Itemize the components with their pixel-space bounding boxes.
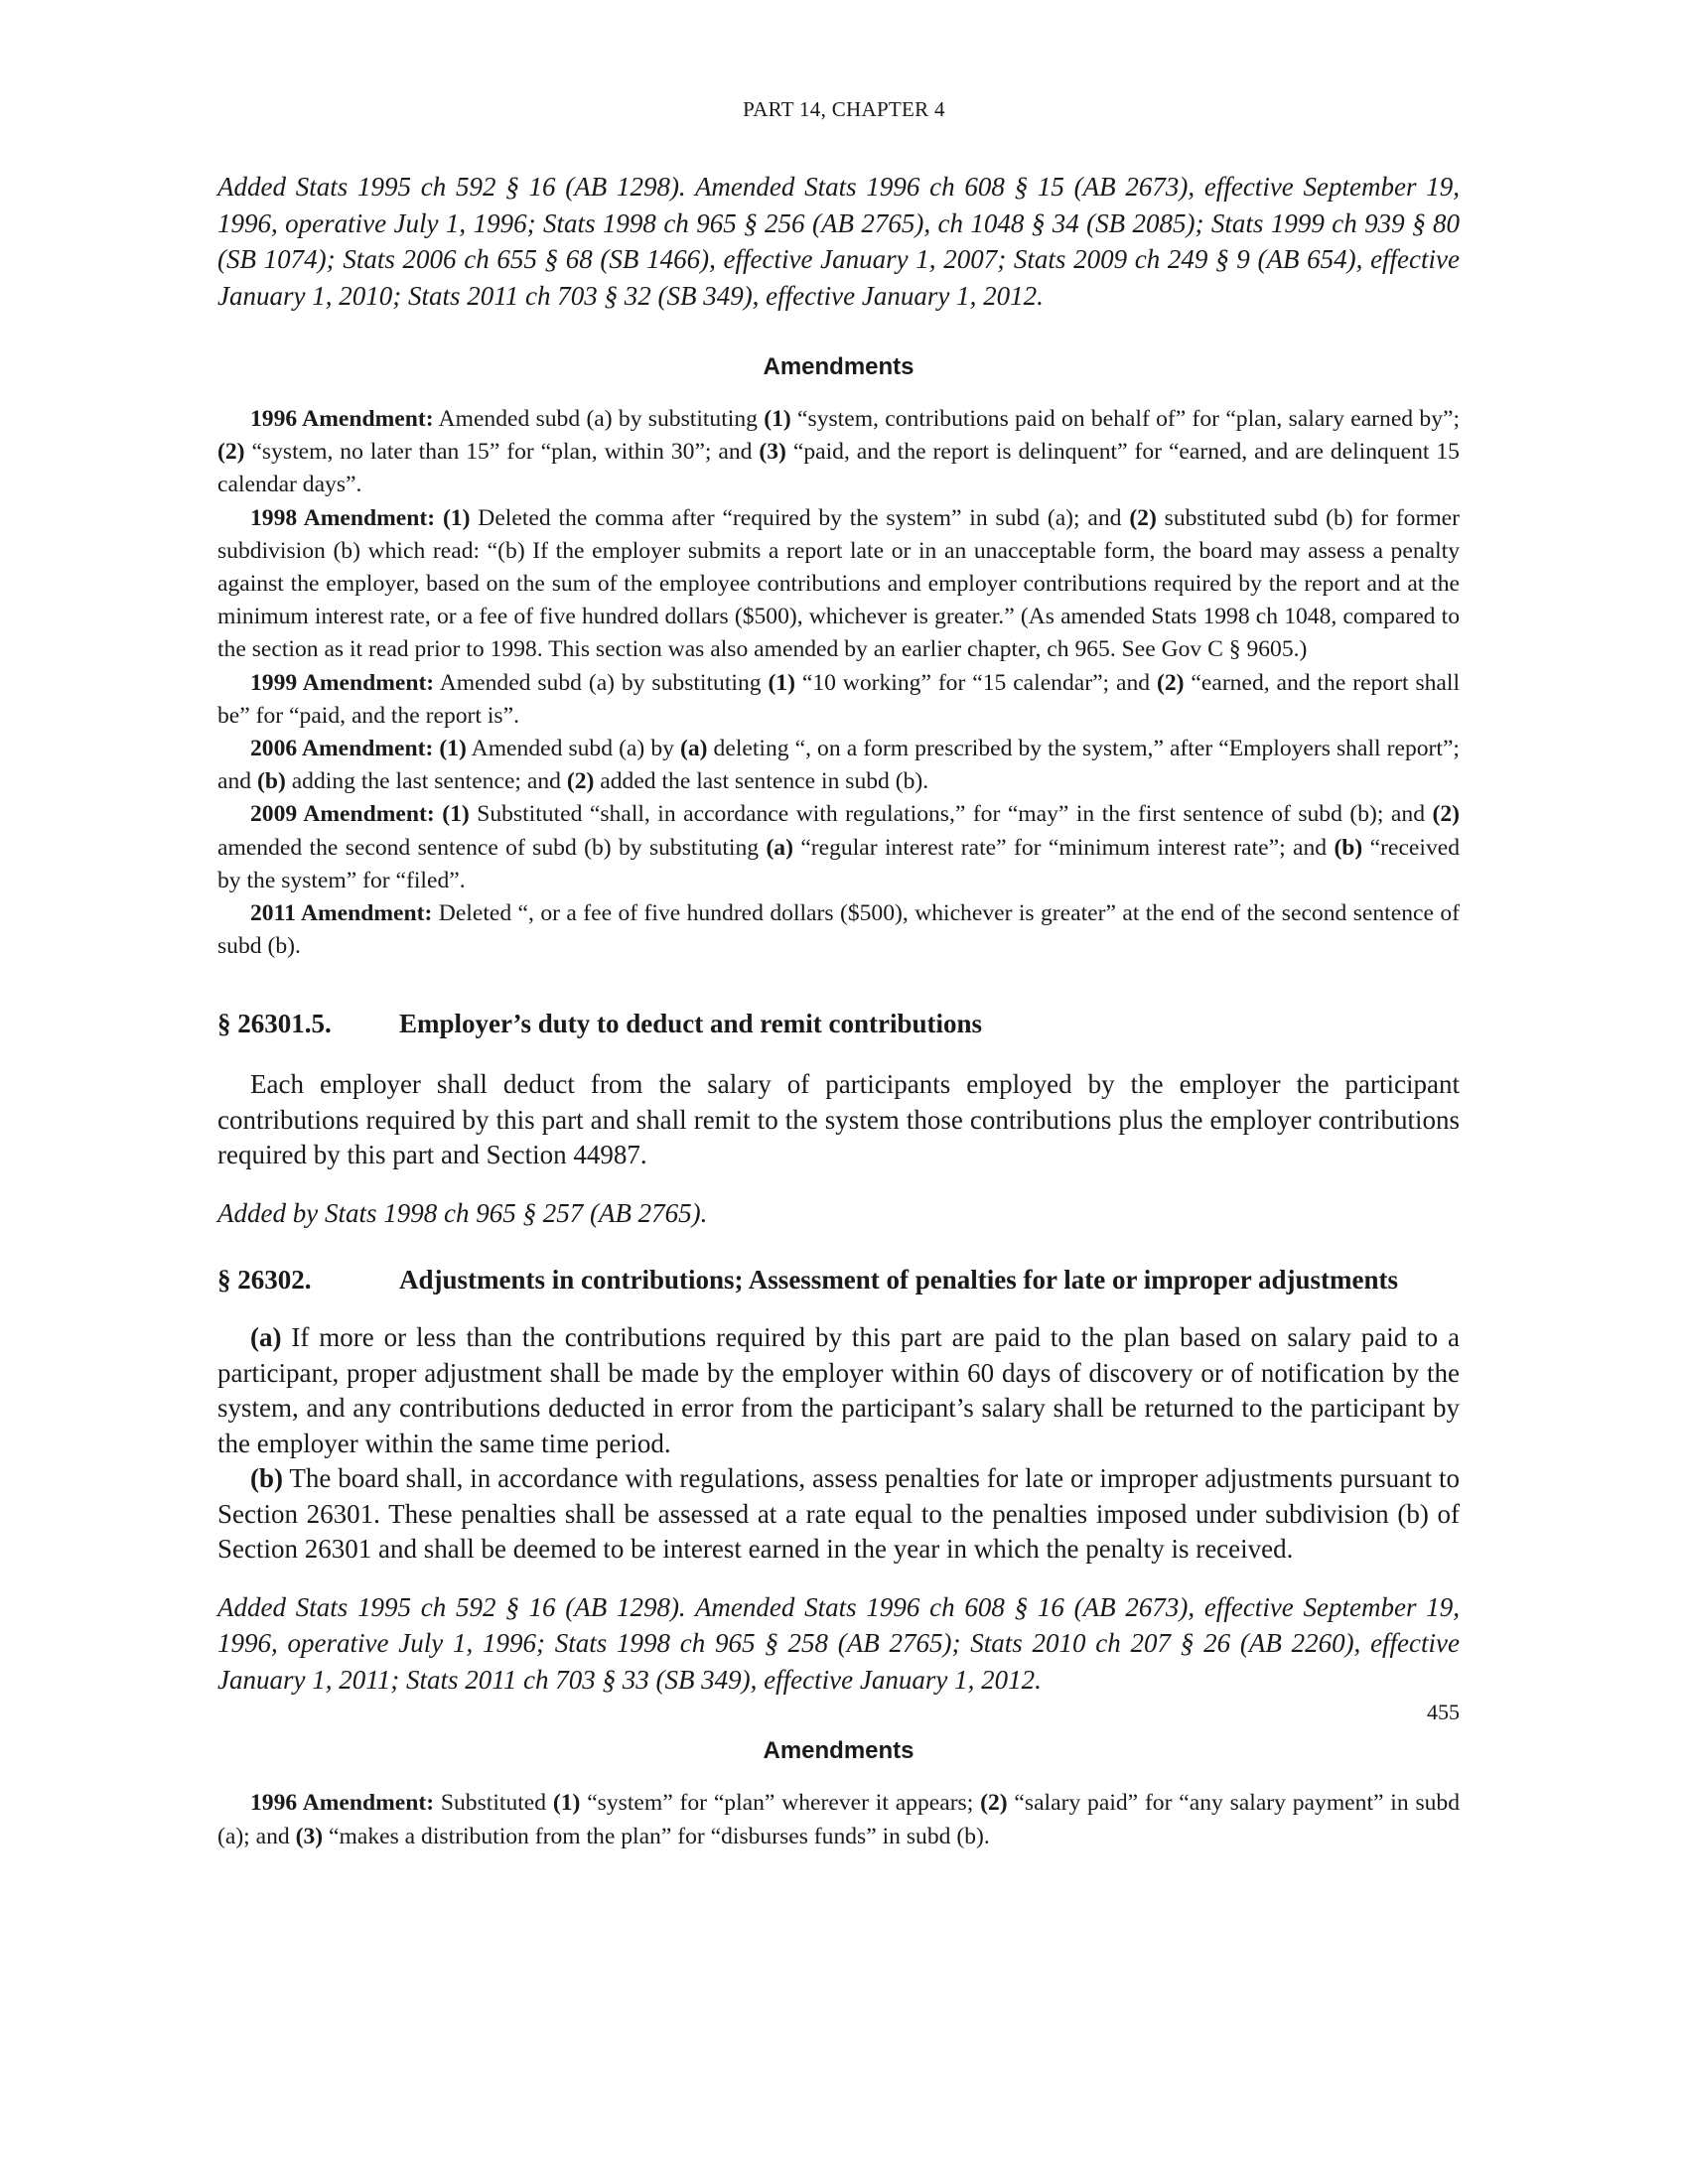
amendments-heading: Amendments bbox=[763, 1737, 914, 1765]
amendment-item-marker: (2) bbox=[1156, 669, 1185, 696]
amendment-text: “paid, and the report is delinquent” for “earned, and are delinquent 15 calendar days”. bbox=[217, 439, 1460, 498]
amendments-heading: Amendments bbox=[763, 353, 914, 380]
amendment-text: adding the last sentence; and bbox=[285, 768, 567, 795]
amendment-text bbox=[435, 505, 443, 531]
amendment-item-marker: (1) bbox=[439, 736, 467, 762]
amendment-entry bbox=[217, 798, 1460, 897]
section-heading bbox=[217, 1263, 1460, 1297]
history-note: Added by Stats 1998 ch 965 § 257 (AB 2765). bbox=[217, 1197, 708, 1228]
subdivision-label: (b) bbox=[250, 1463, 283, 1494]
amendment-text: Amended subd (a) by substituting bbox=[434, 669, 769, 696]
amendments-list bbox=[217, 1787, 1460, 1852]
subdivision-text: If more or less than the contributions required by this part are paid to the plan based on salary paid to a participant, proper adjustment shall be made by the employer within 60 days of discovery or of notification by the system, and any contributions deducted in error from the participant’s salary shall be returned to the participant by the employer within the same time period. bbox=[217, 1322, 1460, 1458]
amendment-label: 2009 Amendment: bbox=[250, 801, 435, 828]
amendment-text: “makes a distribution from the plan” for “disburses funds” in subd (b). bbox=[323, 1823, 990, 1849]
amendment-text: “earned, and the report shall be” for “paid, and the report is”. bbox=[217, 669, 1461, 729]
section-number: § 26301.5. bbox=[217, 1009, 332, 1039]
amendment-item-marker: (1) bbox=[764, 406, 791, 432]
amendment-text: Deleted “, or a fee of five hundred dollars ($500), whichever is greater” at the end of the second sentence of subd (b). bbox=[217, 900, 1461, 960]
amendment-label: 2011 Amendment: bbox=[250, 900, 433, 927]
amendment-label: 1999 Amendment: bbox=[250, 669, 435, 696]
amendment-text: Amended subd (a) by substituting bbox=[433, 406, 765, 432]
amendment-label: 1996 Amendment: bbox=[250, 406, 434, 432]
amendment-entry bbox=[217, 667, 1460, 733]
amendment-text: Substituted bbox=[434, 1790, 553, 1817]
amendment-text: “regular interest rate” for “minimum interest rate”; and bbox=[792, 834, 1335, 861]
amendment-text: “10 working” for “15 calendar”; and bbox=[794, 669, 1157, 696]
amendment-item-marker: (2) bbox=[980, 1790, 1008, 1817]
amendment-text: amended the second sentence of subd (b) by substituting bbox=[217, 834, 767, 861]
amendment-item-marker: (2) bbox=[217, 439, 245, 466]
amendment-text: “system, contributions paid on behalf of” for “plan, salary earned by”; bbox=[790, 406, 1461, 432]
amendment-entry bbox=[217, 1787, 1460, 1852]
amendment-text: “received by the system” for “filed”. bbox=[217, 834, 1461, 893]
running-head: PART 14, CHAPTER 4 bbox=[743, 97, 945, 121]
page-content bbox=[217, 169, 1460, 1853]
section-heading bbox=[217, 1007, 1460, 1041]
section-number: § 26302. bbox=[217, 1265, 312, 1296]
amendment-entry bbox=[217, 502, 1460, 667]
amendment-item-marker: (a) bbox=[679, 736, 708, 762]
amendment-text: Amended subd (a) by bbox=[466, 736, 680, 762]
amendment-item-marker: (3) bbox=[295, 1823, 324, 1849]
amendment-label: 1996 Amendment: bbox=[250, 1790, 435, 1817]
amendment-item-marker: (b) bbox=[1334, 834, 1363, 861]
subdivision-text: The board shall, in accordance with regulations, assess penalties for late or improper adjustments pursuant to Section 26301. These penalties shall be assessed at a rate equal to the penalties imposed under subdivision (b) of Section 26301 and shall be deemed to be interest earned in the year in which the penalty is received. bbox=[217, 1463, 1460, 1565]
amendment-label: 2006 Amendment: bbox=[250, 736, 434, 762]
amendment-entry bbox=[217, 733, 1460, 798]
amendment-text: substituted subd (b) for former subdivision (b) which read: “(b) If the employer submits a report late or in an unacceptable form, the board may assess a penalty against the employer, based on the sum of the employee contributions and employer contributions required by the report and at the minimum interest rate, or a fee of five hundred dollars ($500), whichever is greater.” (As amended Stats 1998 ch 1048, compared to the section as it read prior to 1998. This section was also amended by an earlier chapter, ch 965. See Gov C § 9605.) bbox=[217, 504, 1461, 663]
section-title: Employer’s duty to deduct and remit contributions bbox=[399, 1009, 983, 1039]
amendment-text: “system, no later than 15” for “plan, within 30”; and bbox=[244, 439, 760, 466]
section-text: Each employer shall deduct from the salary of participants employed by the employer the participant contributions required by this part and shall remit to the system those contributions plus the employer contributions required by this part and Section 44987. bbox=[217, 1069, 1460, 1170]
amendment-item-marker: (b) bbox=[256, 768, 286, 795]
amendment-item-marker: (3) bbox=[759, 439, 786, 466]
amendment-item-marker: (1) bbox=[442, 801, 470, 828]
amendment-text: Deleted the comma after “required by the system” in subd (a); and bbox=[470, 504, 1130, 531]
amendment-item-marker: (1) bbox=[768, 669, 795, 696]
amendment-text: “salary paid” for “any salary payment” in subd (a); and bbox=[217, 1790, 1461, 1849]
history-note: Added Stats 1995 ch 592 § 16 (AB 1298). Amended Stats 1996 ch 608 § 15 (AB 2673), effective September 19, 1996, operative July 1, 1996; Stats 1998 ch 965 § 256 (AB 2765), ch 1048 § 34 (SB 2085); Stats 1999 ch 939 § 80 (SB 1074); Stats 2006 ch 655 § 68 (SB 1466), effective January 1, 2007; Stats 2009 ch 249 § 9 (AB 654), effective January 1, 2010; Stats 2011 ch 703 § 32 (SB 349), effective January 1, 2012. bbox=[217, 172, 1460, 311]
amendment-item-marker: (2) bbox=[1432, 801, 1460, 828]
subdivision-a bbox=[217, 1320, 1460, 1461]
amendment-item-marker: (1) bbox=[442, 504, 471, 531]
subdivision-b bbox=[217, 1461, 1460, 1568]
subdivision-label: (a) bbox=[250, 1322, 282, 1353]
amendment-entry bbox=[217, 897, 1460, 963]
section-title: Adjustments in contributions; Assessment of penalties for late or improper adjustments bbox=[399, 1265, 1399, 1296]
amendment-text: Substituted “shall, in accordance with regulations,” for “may” in the first sentence of subd (b); and bbox=[469, 801, 1433, 828]
amendment-item-marker: (2) bbox=[1129, 504, 1157, 531]
amendment-label: 1998 Amendment: bbox=[250, 504, 436, 531]
amendment-text: “system” for “plan” wherever it appears; bbox=[580, 1790, 981, 1817]
amendments-list bbox=[217, 403, 1460, 963]
amendment-text: deleting “, on a form prescribed by the system,” after “Employers shall report”; and bbox=[217, 736, 1460, 795]
amendment-text: added the last sentence in subd (b). bbox=[594, 768, 929, 795]
history-note: Added Stats 1995 ch 592 § 16 (AB 1298). Amended Stats 1996 ch 608 § 16 (AB 2673), effective September 19, 1996, operative July 1, 1996; Stats 1998 ch 965 § 258 (AB 2765); Stats 2010 ch 207 § 26 (AB 2260), effective January 1, 2011; Stats 2011 ch 703 § 33 (SB 349), effective January 1, 2012. bbox=[217, 1591, 1460, 1695]
amendment-entry bbox=[217, 403, 1460, 502]
page-number: 455 bbox=[1427, 1700, 1460, 1724]
amendment-item-marker: (1) bbox=[552, 1790, 581, 1817]
amendment-item-marker: (2) bbox=[566, 768, 595, 795]
amendment-item-marker: (a) bbox=[766, 834, 793, 861]
